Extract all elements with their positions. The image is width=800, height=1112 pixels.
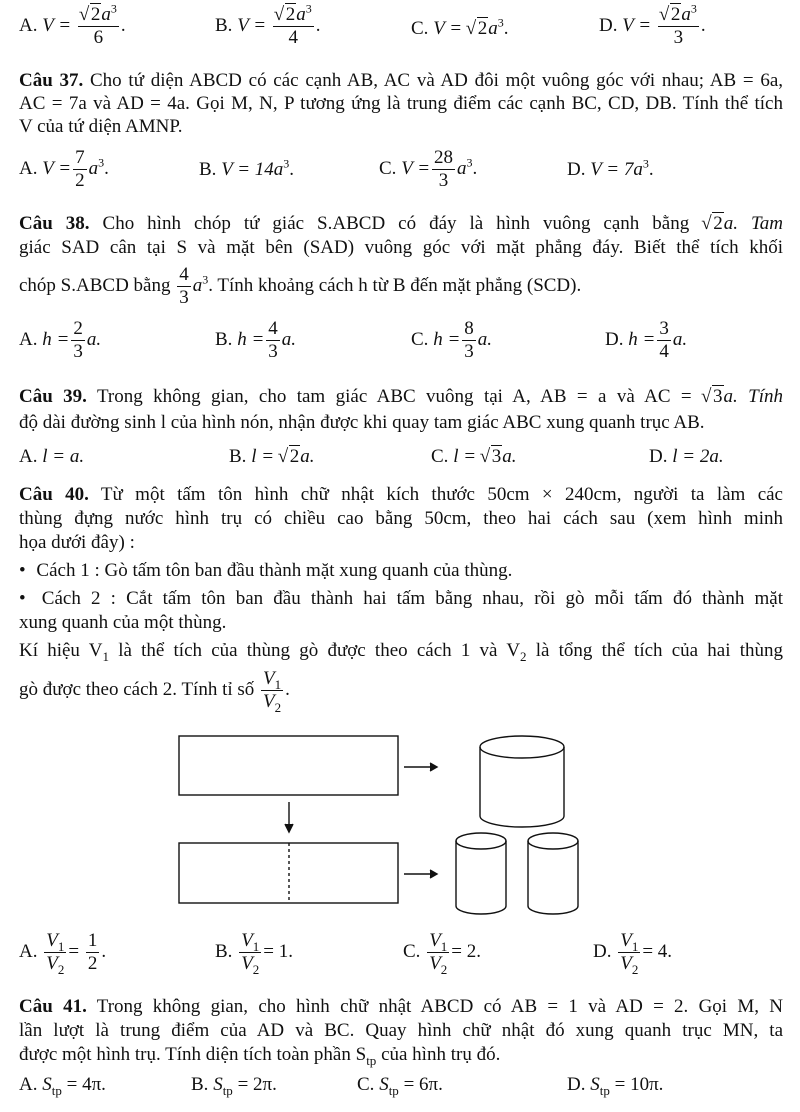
option-b: B. l = √ 2a. xyxy=(229,446,315,468)
q41-line-2: lần lượt là trung điểm của AD và BC. Quay hình chữ nhật đó xung quanh trục MN, ta xyxy=(19,1020,783,1041)
option-c: C. $S_{tp} = 6\pi$. xyxy=(357,1074,443,1098)
down-arrow-icon xyxy=(285,802,293,832)
option-a: A. l = a. xyxy=(19,446,85,467)
option-c: C. $\frac{V_1}{V_2}$ = 2. xyxy=(403,930,482,977)
option-a: A. V = √ $\frac{2a^3}{6}$ . xyxy=(19,4,126,49)
cylinder-icon xyxy=(480,736,564,827)
q39-line-1: Câu 39. Trong không gian, cho tam giác ABC vuông tại A, AB = a và AC = √ 3a. Tính xyxy=(19,386,783,408)
option-a: A. $\frac{V_1}{V_2}$ = $\frac{1}{2}$ . xyxy=(19,930,107,977)
q39-options xyxy=(19,446,783,470)
option-b: B. V = √ $\frac{2a^3}{4}$ . xyxy=(215,4,321,49)
q40-line-3: họa dưới đây) : xyxy=(19,532,135,553)
option-c: C. V = $\frac{28}{3}$ $a^3$. xyxy=(379,147,478,191)
q37-line-3: V của tứ diện AMNP. xyxy=(19,116,183,137)
q40-options xyxy=(19,930,783,982)
right-arrow-icon xyxy=(404,763,437,771)
right-arrow-icon xyxy=(404,870,437,878)
option-a: A. h = $\frac{2}{3}$ a. xyxy=(19,318,102,362)
q38-line-1: Câu 38. Cho hình chóp tứ giác S.ABCD có đáy là hình vuông cạnh bằng √ 2a. Tam xyxy=(19,213,783,235)
q37-line-1: Câu 37. Cho tứ diện ABCD có các cạnh AB, AC và AD đôi một vuông góc với nhau; AB = 6a, xyxy=(19,70,783,91)
q40-line-1: Câu 40. Từ một tấm tôn hình chữ nhật kích thước 50cm × 240cm, người ta làm các xyxy=(19,484,783,505)
q40-figure xyxy=(0,722,800,922)
q41-line-1: Câu 41. Trong không gian, cho hình chữ nhật ABCD có AB = 1 và AD = 2. Gọi M, N xyxy=(19,996,783,1017)
q40-way-2b: xung quanh của một thùng. xyxy=(19,612,227,633)
option-c: C. V = √ $2a^3$. xyxy=(411,18,509,40)
q38-line-3: chóp S.ABCD bằng $\frac{4}{3}$ $a^3$. Tính khoảng cách h từ B đến mặt phẳng (SCD). xyxy=(19,264,582,308)
original-sheet xyxy=(179,736,398,795)
q37-options xyxy=(19,147,783,197)
option-d: D. V = √ $\frac{2a^3}{3}$ . xyxy=(599,4,706,49)
option-d: D. l = 2a. xyxy=(649,446,724,467)
q36-options xyxy=(19,1,783,58)
option-a: A. V = $\frac{7}{2}$ $a^3$. xyxy=(19,147,109,191)
q37-line-2: AC = 7a và AD = 4a. Gọi M, N, P tương ứng là trung điểm các cạnh BC, CD, DB. Tính thể tích xyxy=(19,93,783,114)
option-b: B. $V = 14a^3$. xyxy=(199,156,295,180)
option-d: D. $V = 7a^3$. xyxy=(567,156,654,180)
q40-way-1: • Cách 1 : Gò tấm tôn ban đầu thành mặt xung quanh của thùng. xyxy=(19,560,513,581)
q38-line-2: giác SAD cân tại S và mặt bên (SAD) vuông góc với mặt phẳng đáy. Biết thể tích khối xyxy=(19,237,783,258)
q41-options xyxy=(19,1074,783,1098)
option-c: C. h = $\frac{8}{3}$ a. xyxy=(411,318,493,362)
q40-line-2: thùng đựng nước hình trụ có chiều cao bằng 50cm, theo hai cách sau (xem hình minh xyxy=(19,508,783,529)
option-b: B. h = $\frac{4}{3}$ a. xyxy=(215,318,297,362)
q40-line-v: Kí hiệu $V_1$ là thể tích của thùng gò được theo cách 1 và $V_2$ là tổng thể tích của hai thùng xyxy=(19,640,783,664)
q40-line-ratio: gò được theo cách 2. Tính tỉ số $\frac{V_1}{V_2}$ . xyxy=(19,668,290,715)
option-c: C. l = √ 3a. xyxy=(431,446,517,468)
option-d: D. h = $\frac{3}{4}$ a. xyxy=(605,318,688,362)
option-b: B. $S_{tp} = 2\pi$. xyxy=(191,1074,277,1098)
q38-options xyxy=(19,318,783,368)
option-d: D. $S_{tp} = 10\pi$. xyxy=(567,1074,664,1098)
cylinder-icon xyxy=(528,833,578,914)
q40-way-2a: • Cách 2 : Cắt tấm tôn ban đầu thành hai tấm bằng nhau, rồi gò mỗi tấm đó thành mặt xyxy=(19,588,783,609)
option-a: A. $S_{tp} = 4\pi$. xyxy=(19,1074,106,1098)
option-d: D. $\frac{V_1}{V_2}$ = 4. xyxy=(593,930,673,977)
q41-line-3: được một hình trụ. Tính diện tích toàn phần $S_{tp}$ của hình trụ đó. xyxy=(19,1044,501,1068)
q39-line-2: độ dài đường sinh l của hình nón, nhận được khi quay tam giác ABC xung quanh trục AB. xyxy=(19,412,705,433)
cylinder-icon xyxy=(456,833,506,914)
option-b: B. $\frac{V_1}{V_2}$ = 1. xyxy=(215,930,294,977)
